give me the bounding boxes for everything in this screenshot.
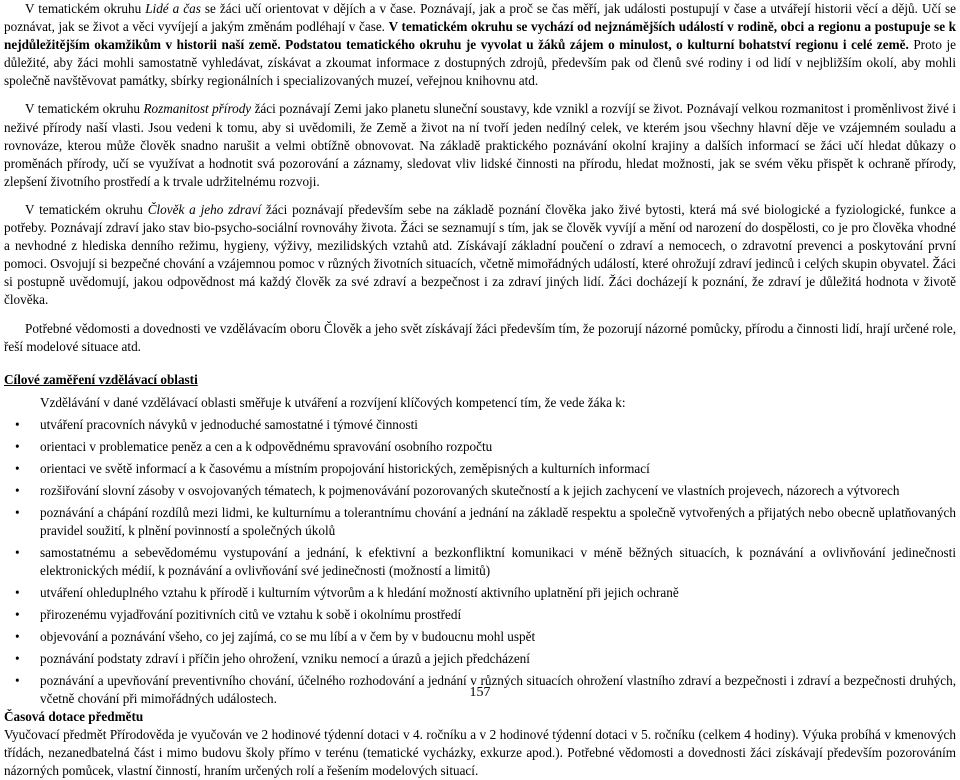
list-item-text: utváření ohleduplného vztahu k přírodě i kulturním výtvorům a k hledání možností aktivního uplatnění při jejich ochraně xyxy=(40,584,679,600)
bullet-icon: • xyxy=(15,438,20,454)
bullet-icon: • xyxy=(15,650,20,666)
text-span: Proto je důležité, aby žáci mohli samostatně vyhledávat, získávat a zkoumat informace z dostupných zdrojů, především pak od členů své rodiny i od lidí v nejbližším okolí, aby mohli společně navštěvovat památky, sbírky regionálních i specializovaných muzeí, veřejnou knihovnu atd. xyxy=(4,37,956,89)
text-span: žáci poznávají především sebe na základě poznání člověka jako živé bytosti, která má své biologické a fyziologické, funkce a potřeby. Poznávají zdraví jako stav bio-psycho-sociální rovnováhy života. Žáci se seznamují s tím, jak se člověk vyvíjí a mění od narození do dospělosti, co je pro člověka vhodné a nevhodné z hlediska denního režimu, hygieny, výživy, mezilidských vztahů atd. Získávají základní poučení o zdraví a nemocech, o zdravotní prevenci a poskytování první pomoci. Osvojují si bezpečné chování a vzájemnou pomoc v různých životních situacích, včetně mimořádných událostí, které ohrožují zdraví jedinců i celých skupin obyvatel. Žáci si postupně uvědomují, jakou odpovědnost má každý člověk za své zdraví a bezpečnost i za zdraví jiných lidí. Žáci docházejí k poznání, že zdraví je důležitá hodnota v životě člověka. xyxy=(4,201,956,308)
list-item xyxy=(4,628,956,646)
section-heading-cilove-zamereni: Cílové zaměření vzdělávací oblasti xyxy=(4,371,198,387)
list-item xyxy=(4,460,956,478)
bullet-icon: • xyxy=(15,584,20,600)
list-item-text: objevování a poznávání všeho, co jej zajímá, co se mu líbí a v čem by v budoucnu mohl uspět xyxy=(40,628,536,644)
emphasis-text: V tematickém okruhu se vychází od nejznámějších událostí v rodině, obci a regionu a postupuje se k nejdůležitějším okamžikům v historii naší země. Podstatou tematického okruhu je vyvolat u žáků zájem o minulost, o kulturní bohatství regionu i celé země. xyxy=(4,19,956,53)
list-item xyxy=(4,650,956,668)
competency-list xyxy=(4,416,956,708)
list-item xyxy=(4,584,956,602)
bullet-icon: • xyxy=(15,416,20,432)
list-item xyxy=(4,606,956,624)
text-span: V tematickém okruhu xyxy=(25,101,144,117)
paragraph-casova-dotace: Vyučovací předmět Přírodověda je vyučován ve 2 hodinové týdenní dotaci v 4. ročníku a v 2 hodinové týdenní dotaci v 5. ročníku (celkem 4 hodiny). Výuka probíhá v kmenových třídách, nezanedbatelná část i mimo budovu školy přímo v terénu (tematické vycházky, exkurze apod.). Potřebné vědomosti a dovednosti žáci získávají především pozorováním názorných pomůcek, vlastní činností, hraním určených rolí a řešením modelových situací. xyxy=(4,727,956,779)
list-item xyxy=(4,416,956,434)
list-item-text: poznávání podstaty zdraví i příčin jeho ohrožení, vzniku nemocí a úrazů a jejich předcházení xyxy=(40,650,530,666)
paragraph-potrebne-vedomosti xyxy=(4,320,956,356)
list-item-text: orientaci v problematice peněz a cen a k odpovědnému spravování osobního rozpočtu xyxy=(40,438,493,454)
list-item xyxy=(4,504,956,540)
text-span: V tematickém okruhu xyxy=(25,1,146,16)
list-item-text: samostatnému a sebevědomému vystupování a jednání, k efektivní a bezkonfliktní komunikaci v méně běžných situacích, k poznávání a ovlivňování jedinečnosti elektronických médií, k poznávání a ovlivňování své jedinečnosti (možností a limitů) xyxy=(40,544,956,578)
list-item-text: poznávání a chápání rozdílů mezi lidmi, ke kulturnímu a tolerantnímu chování a jednání na základě respektu a společně vytvořených a přijatých nebo obecně uplatňovaných pravidel soužití, k plnění povinností a společných úkolů xyxy=(40,504,956,538)
document-page xyxy=(4,0,956,780)
bullet-icon: • xyxy=(15,628,20,644)
paragraph-lide-a-cas xyxy=(4,0,956,90)
text-span: žáci poznávají Zemi jako planetu sluneční soustavy, kde vznikl a rozvíjí se život. Poznávají velkou rozmanitost i proměnlivost živé i neživé přírody naší vlasti. Jsou vedeni k tomu, aby si uvědomili, že Země a život na ní tvoří jeden nedílný celek, ve kterém jsou všechny hlavní děje ve vzájemném souladu a rovnováze, kterou může člověk snadno narušit a velmi obtížně obnovovat. Na základě praktického poznávání okolní krajiny a dalších informací se žáci učí hledat důkazy o proměnách přírody, učí se využívat a hodnotit svá pozorování a záznamy, sledovat vliv lidské činnosti na přírodu, hledat možnosti, jak se svém věku přispět k ochraně přírody, zlepšení životního prostředí a k trvale udržitelnému rozvoji. xyxy=(4,101,956,189)
topic-title: Člověk a jeho zdraví xyxy=(147,201,262,217)
paragraph-rozmanitost-prirody xyxy=(4,100,956,190)
topic-title: Lidé a čas xyxy=(145,1,201,16)
text-span: se žáci učí orientovat v dějích a v čase. Poznávají, jak a proč se čas měří, jak události postupují v čase a utvářejí historii věcí a dějů. Učí se poznávat, jak se život a věci vyvíjejí a jakým změnám podléhají v čase. xyxy=(4,1,956,35)
bullet-icon: • xyxy=(15,672,20,688)
topic-title: Rozmanitost přírody xyxy=(143,101,252,117)
list-item xyxy=(4,438,956,456)
page-number: 157 xyxy=(469,685,491,700)
bullet-icon: • xyxy=(15,544,20,560)
intro-line: Vzdělávání v dané vzdělávací oblasti směřuje k utváření a rozvíjení klíčových kompetencí tím, že vede žáka k: xyxy=(40,394,626,410)
paragraph-clovek-a-jeho-zdravi xyxy=(4,201,956,310)
list-item-text: poznávání a upevňování preventivního chování, účelného rozhodování a jednání v různých situacích ohrožení vlastního zdraví a bezpečnosti i zdraví a bezpečnosti druhých, včetně chování při mimořádných událostech. xyxy=(40,672,956,706)
list-item-text: přirozenému vyjadřování pozitivních citů ve vztahu k sobě i okolnímu prostředí xyxy=(40,606,462,622)
list-item xyxy=(4,544,956,580)
bullet-icon: • xyxy=(15,460,20,476)
list-item-text: rozšiřování slovní zásoby v osvojovaných tématech, k pojmenovávání pozorovaných skutečností a k jejich zachycení ve vlastních projevech, názorech a výtvorech xyxy=(40,482,900,498)
list-item-text: orientaci ve světě informací a k časovému a místním propojování historických, zeměpisných a kulturních informací xyxy=(40,460,650,476)
list-item xyxy=(4,482,956,500)
list-item-text: utváření pracovních návyků v jednoduché samostatné i týmové činnosti xyxy=(40,416,418,432)
text-span: Potřebné vědomosti a dovednosti ve vzdělávacím oboru Člověk a jeho svět získávají žáci především tím, že pozorují názorné pomůcky, přírodu a činnosti lidí, hrají určené role, řeší modelové situace atd. xyxy=(4,320,956,354)
section-heading-casova-dotace: Časová dotace předmětu xyxy=(4,708,144,724)
text-span: V tematickém okruhu xyxy=(25,201,148,217)
bullet-icon: • xyxy=(15,606,20,622)
bullet-icon: • xyxy=(15,504,20,520)
bullet-icon: • xyxy=(15,482,20,498)
